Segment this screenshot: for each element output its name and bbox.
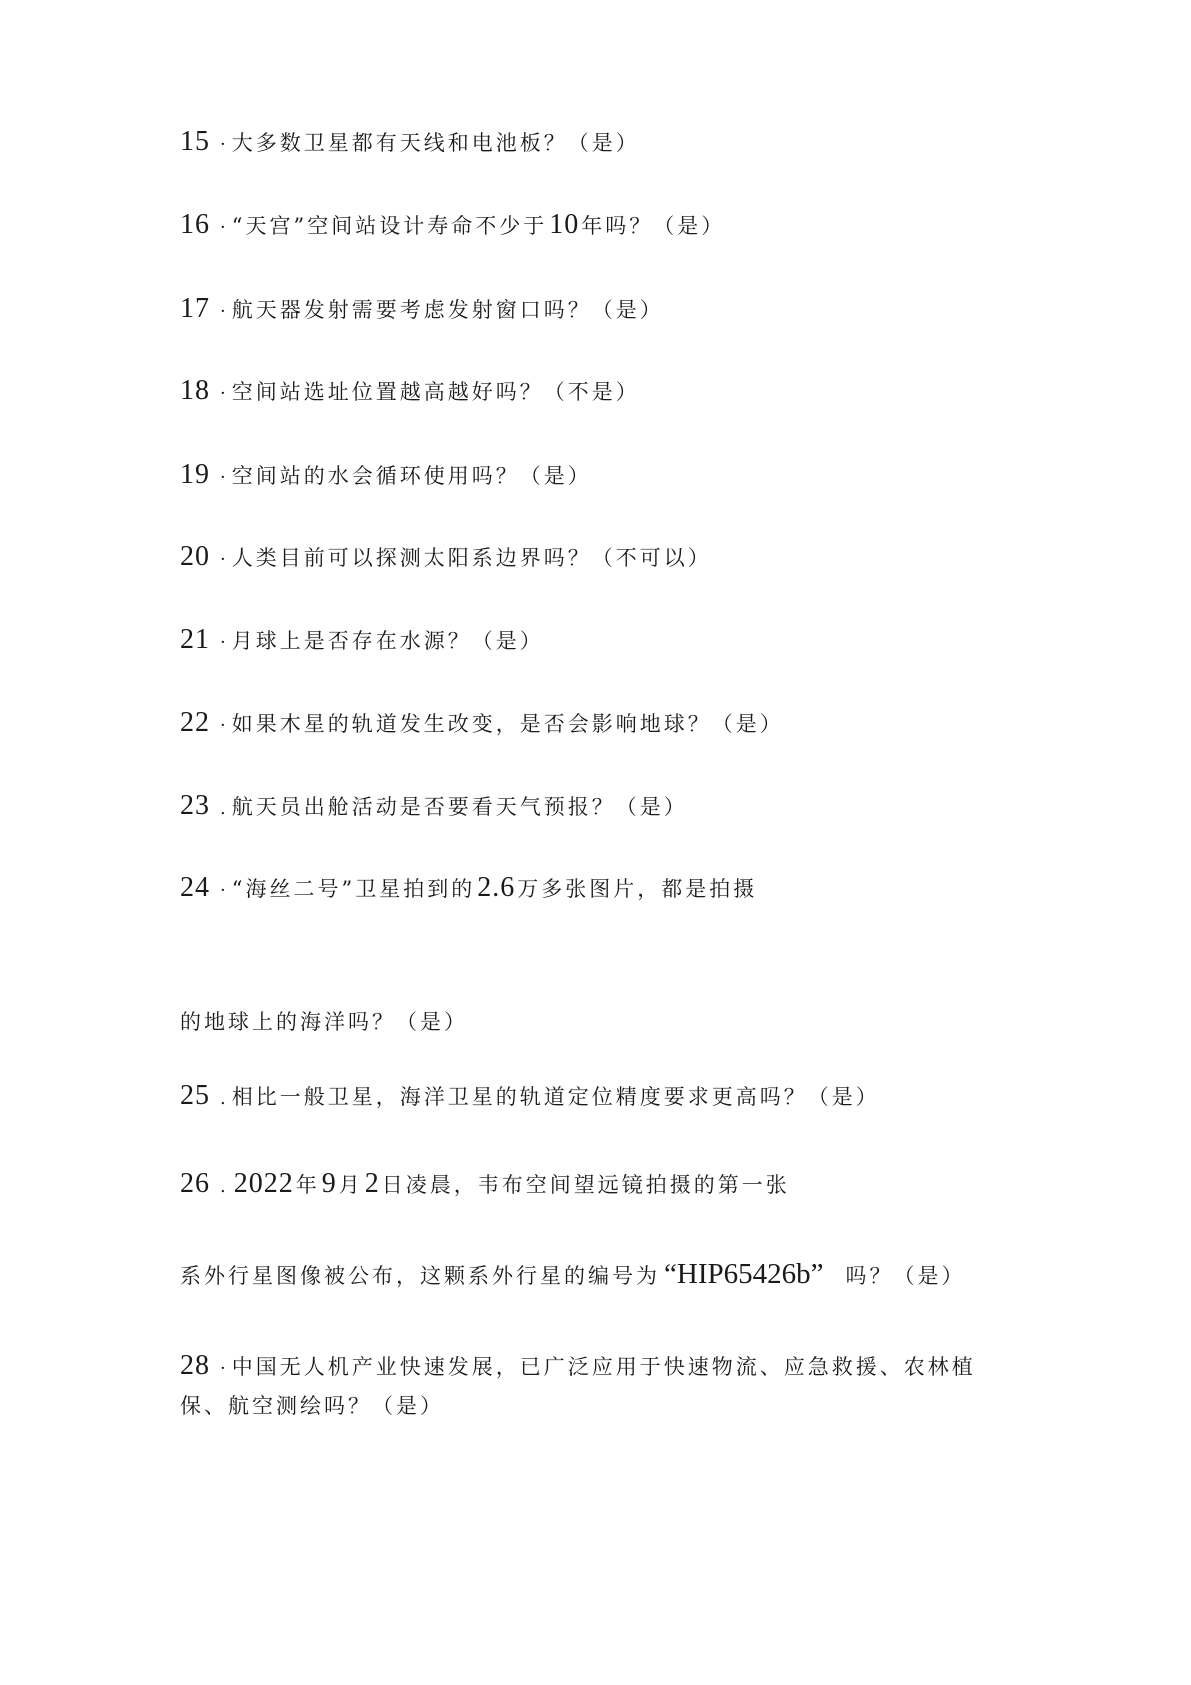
question-text: 空间站的水会循环使用吗？（是）: [231, 464, 592, 488]
question-text-pre: “海丝二号”卫星拍到的: [231, 877, 476, 901]
question-25: [180, 1082, 880, 1110]
question-number: 22: [180, 707, 210, 738]
question-text: 如果木星的轨道发生改变，是否会影响地球？（是）: [231, 712, 784, 736]
question-text-post: 万多张图片，都是拍摄: [517, 877, 758, 901]
question-19: [180, 461, 592, 489]
question-number: 18: [180, 375, 210, 406]
question-28-continuation: [180, 1396, 444, 1417]
question-text: 空间站选址位置越高越好吗？（不是）: [231, 380, 640, 404]
question-26-continuation: [180, 1260, 965, 1289]
separator: .: [220, 798, 226, 819]
separator: ·: [220, 217, 226, 238]
separator: ·: [220, 549, 226, 570]
question-number: 15: [180, 126, 210, 157]
question-number: 17: [180, 293, 210, 324]
question-text: 相比一般卫星，海洋卫星的轨道定位精度要求更高吗？（是）: [231, 1085, 880, 1109]
question-number: 21: [180, 624, 210, 655]
separator: ·: [220, 467, 226, 488]
question-28: [180, 1352, 976, 1380]
question-number: 20: [180, 541, 210, 572]
question-text-pre: “天宫”空间站设计寿命不少于: [231, 214, 548, 238]
question-text: 人类目前可以探测太阳系边界吗？（不可以）: [231, 546, 712, 570]
month-unit: 月: [338, 1173, 363, 1197]
question-text: 的地球上的海洋吗？（是）: [180, 1010, 468, 1034]
question-22: [180, 709, 784, 737]
question-number: 16: [180, 209, 210, 240]
question-text-post: 年吗？（是）: [581, 214, 726, 238]
separator: ·: [220, 880, 226, 901]
separator: ·: [220, 632, 226, 653]
inline-number: 2.6: [477, 872, 516, 903]
question-17: [180, 295, 664, 323]
question-text: 航天器发射需要考虑发射窗口吗？（是）: [231, 298, 664, 322]
question-24: [180, 874, 757, 902]
question-text-pre: 系外行星图像被公布，这颗系外行星的编号为: [180, 1264, 660, 1288]
question-number: 24: [180, 872, 210, 903]
question-text: 月球上是否存在水源？（是）: [231, 629, 544, 653]
question-text: 中国无人机产业快速发展，已广泛应用于快速物流、应急救援、农林植: [231, 1355, 976, 1379]
separator: ·: [220, 383, 226, 404]
question-text: 大多数卫星都有天线和电池板？（是）: [231, 131, 640, 155]
question-20: [180, 543, 712, 571]
question-26: [180, 1170, 790, 1198]
question-number: 28: [180, 1350, 210, 1381]
question-text: 保、航空测绘吗？（是）: [180, 1394, 444, 1418]
question-16: [180, 211, 725, 239]
question-number: 25: [180, 1080, 210, 1111]
separator: .: [220, 1088, 226, 1109]
question-24-continuation: [180, 1012, 468, 1033]
question-text-post: 吗？（是）: [845, 1264, 966, 1288]
planet-id: “HIP65426b”: [664, 1258, 824, 1290]
question-18: [180, 377, 640, 405]
separator: .: [220, 1176, 226, 1197]
year-unit: 年: [295, 1173, 320, 1197]
day-value: 2: [364, 1168, 380, 1199]
year-value: 2022: [233, 1168, 294, 1199]
separator: ·: [220, 134, 226, 155]
question-21: [180, 626, 544, 654]
question-text: 航天员出舱活动是否要看天气预报？（是）: [231, 795, 688, 819]
question-text: 日凌晨，韦布空间望远镜拍摄的第一张: [381, 1173, 790, 1197]
separator: ·: [220, 715, 226, 736]
question-23: [180, 792, 688, 820]
separator: ·: [220, 301, 226, 322]
question-number: 26: [180, 1168, 210, 1199]
question-15: [180, 128, 640, 156]
question-number: 23: [180, 790, 210, 821]
month-value: 9: [321, 1168, 337, 1199]
inline-number: 10: [549, 209, 580, 240]
question-number: 19: [180, 459, 210, 490]
separator: ·: [220, 1358, 226, 1379]
